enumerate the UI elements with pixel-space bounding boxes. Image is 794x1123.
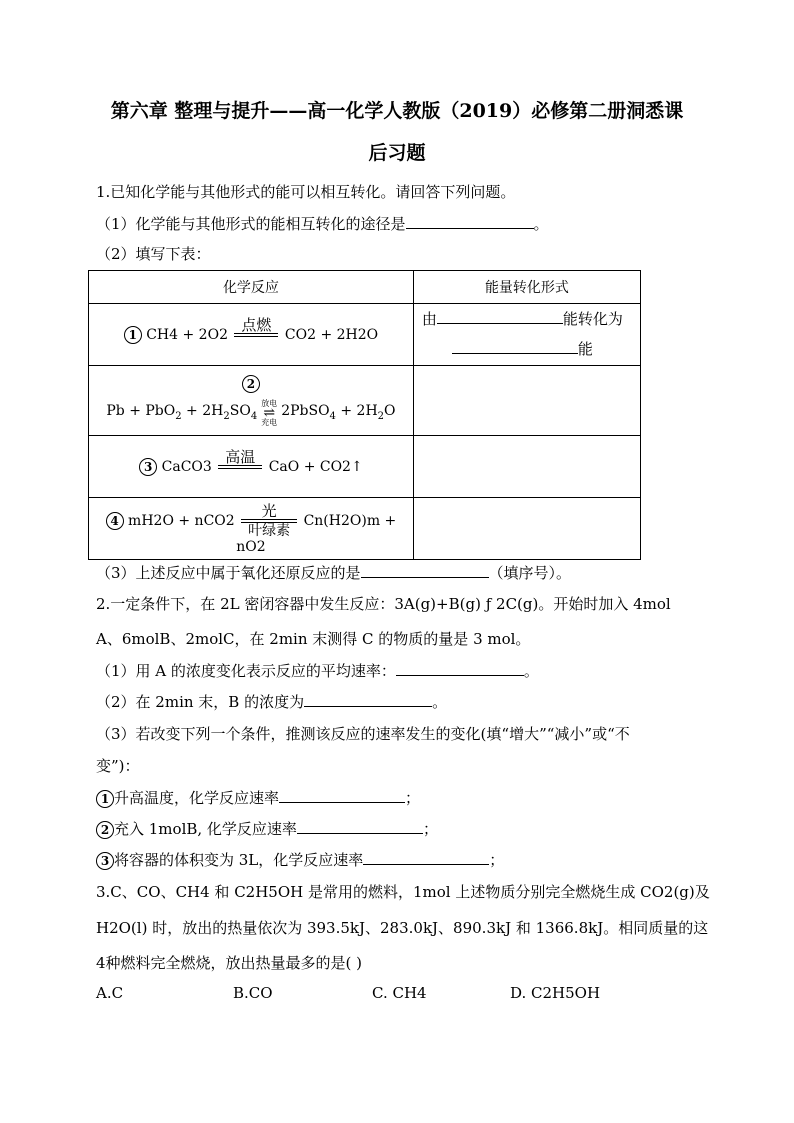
answer-blank[interactable] xyxy=(297,818,423,834)
q1-part1-end: 。 xyxy=(533,215,549,233)
q2-part2-text: （2）在 2min 末，B 的浓度为 xyxy=(96,693,305,711)
q2-part1 xyxy=(96,660,539,681)
answer-blank[interactable] xyxy=(304,691,432,707)
reaction-3-right: CaO + CO2↑ xyxy=(268,458,363,475)
table-row xyxy=(89,436,641,498)
q2-stem-2: A、6molB、2molC，在 2min 末测得 C 的物质的量是 3 mol。 xyxy=(96,630,531,648)
table-row xyxy=(89,366,641,436)
energy-4 xyxy=(413,498,640,560)
circled-number: 2 xyxy=(242,375,260,393)
q1-part1 xyxy=(96,213,549,234)
condition-top: 高温 xyxy=(225,447,256,466)
reaction-1-left: CH4 + 2O2 xyxy=(146,326,228,343)
reaction-1-right: CO2 + 2H2O xyxy=(284,326,379,343)
q2-part1-end: 。 xyxy=(523,662,539,680)
energy-to: 能 xyxy=(577,340,593,358)
option-d[interactable]: D. C2H5OH xyxy=(510,984,601,1002)
q2-stem-1: 2.一定条件下，在 2L 密闭容器中发生反应：3A(g)+B(g) ƒ 2C(g)。开始时加入 4mol xyxy=(96,595,671,613)
reversible-arrow: ⇌ xyxy=(263,404,276,421)
header-reaction: 化学反应 xyxy=(89,271,414,304)
answer-blank[interactable] xyxy=(279,787,405,803)
circled-number: 1 xyxy=(96,790,114,808)
q3-line1: 3.C、CO、CH4 和 C2H5OH 是常用的燃料，1mol 上述物质分别完全燃烧生成 CO2(g)及 xyxy=(96,883,710,901)
option-a[interactable]: A.C xyxy=(96,984,124,1002)
condition-top: 放电 xyxy=(261,398,278,408)
q1-part3 xyxy=(96,562,571,583)
q3-line3: 4种燃料完全燃烧，放出热量最多的是( ) xyxy=(96,954,363,972)
energy-3 xyxy=(413,436,640,498)
reaction-condition xyxy=(234,317,278,353)
q1-part2: （2）填写下表： xyxy=(96,245,211,263)
reaction-4-right: Cn(H2O)m + nO2 xyxy=(236,512,397,555)
circled-number: 2 xyxy=(96,821,114,839)
q2-sub1-text: 升高温度，化学反应速率 xyxy=(114,789,280,807)
option-b[interactable]: B.CO xyxy=(233,984,273,1002)
q2-sub3-text: 将容器的体积变为 3L，化学反应速率 xyxy=(114,851,364,869)
answer-blank[interactable] xyxy=(361,562,489,578)
answer-blank[interactable] xyxy=(406,213,534,229)
reaction-3 xyxy=(89,436,414,498)
condition-top: 点燃 xyxy=(241,315,272,334)
q1-part1-text: （1）化学能与其他形式的能相互转化的途径是 xyxy=(96,215,406,233)
reaction-3-left: CaCO3 xyxy=(161,458,212,475)
reaction-condition xyxy=(241,503,297,539)
table-header-row xyxy=(89,271,641,304)
answer-blank[interactable] xyxy=(396,660,524,676)
answer-blank[interactable] xyxy=(452,338,578,354)
circled-number: 4 xyxy=(106,512,124,530)
answer-blank[interactable] xyxy=(363,849,489,865)
reaction-1 xyxy=(89,304,414,366)
energy-1 xyxy=(413,304,640,366)
reaction-4 xyxy=(89,498,414,560)
reaction-table xyxy=(88,270,641,560)
energy-from: 由 xyxy=(421,310,437,328)
condition-bottom: 叶绿素 xyxy=(248,522,291,539)
circled-number: 3 xyxy=(96,852,114,870)
q2-sub2: 2 充入 1molB, 化学反应速率 ； xyxy=(96,818,438,839)
q2-part3-line1: （3）若改变下列一个条件，推测该反应的速率发生的变化(填“增大”“减小”或“不 xyxy=(96,725,630,743)
table-row xyxy=(89,498,641,560)
q2-part1-text: （1）用 A 的浓度变化表示反应的平均速率： xyxy=(96,662,396,680)
condition-bottom: 充电 xyxy=(261,417,278,427)
q2-part2-end: 。 xyxy=(432,693,448,711)
energy-2 xyxy=(413,366,640,436)
table-row xyxy=(89,304,641,366)
q2-part3-line2: 变”)： xyxy=(96,757,140,775)
q2-sub2-text: 充入 1molB, 化学反应速率 xyxy=(114,820,297,838)
q2-sub1: 1 升高温度，化学反应速率 ； xyxy=(96,787,420,808)
q1-part3-end: （填序号）。 xyxy=(488,564,572,582)
q1-stem: 1.已知化学能与其他形式的能可以相互转化。请回答下列问题。 xyxy=(96,183,516,201)
energy-convert: 能转化为 xyxy=(562,310,623,328)
reaction-condition xyxy=(218,449,262,485)
header-energy: 能量转化形式 xyxy=(413,271,640,304)
reaction-2 xyxy=(89,366,414,436)
option-c[interactable]: C. CH4 xyxy=(372,984,427,1002)
q3-line2: H2O(l) 时，放出的热量依次为 393.5kJ、283.0kJ、890.3kJ 和 1366.8kJ。相同质量的这 xyxy=(96,919,709,937)
reaction-4-left: mH2O + nCO2 xyxy=(128,512,235,529)
reaction-2-left: $Pb + PbO_2 + 2H_2SO_4$ xyxy=(106,403,258,422)
q1-part3-text: （3）上述反应中属于氧化还原反应的是 xyxy=(96,564,361,582)
reaction-2-right: 2PbSO$_4$ + $2H_2O$ xyxy=(281,403,396,422)
q2-sub3: 3 将容器的体积变为 3L，化学反应速率 ； xyxy=(96,849,504,870)
circled-number: 3 xyxy=(139,458,157,476)
title-line-1: 第六章 整理与提升——高一化学人教版（2019）必修第二册洞悉课 xyxy=(110,100,684,122)
reaction-condition xyxy=(261,399,277,427)
title-line-2: 后习题 xyxy=(368,142,426,164)
q2-part2 xyxy=(96,691,447,712)
circled-number: 1 xyxy=(124,326,142,344)
condition-top: 光 xyxy=(261,501,277,520)
answer-blank[interactable] xyxy=(437,308,563,324)
